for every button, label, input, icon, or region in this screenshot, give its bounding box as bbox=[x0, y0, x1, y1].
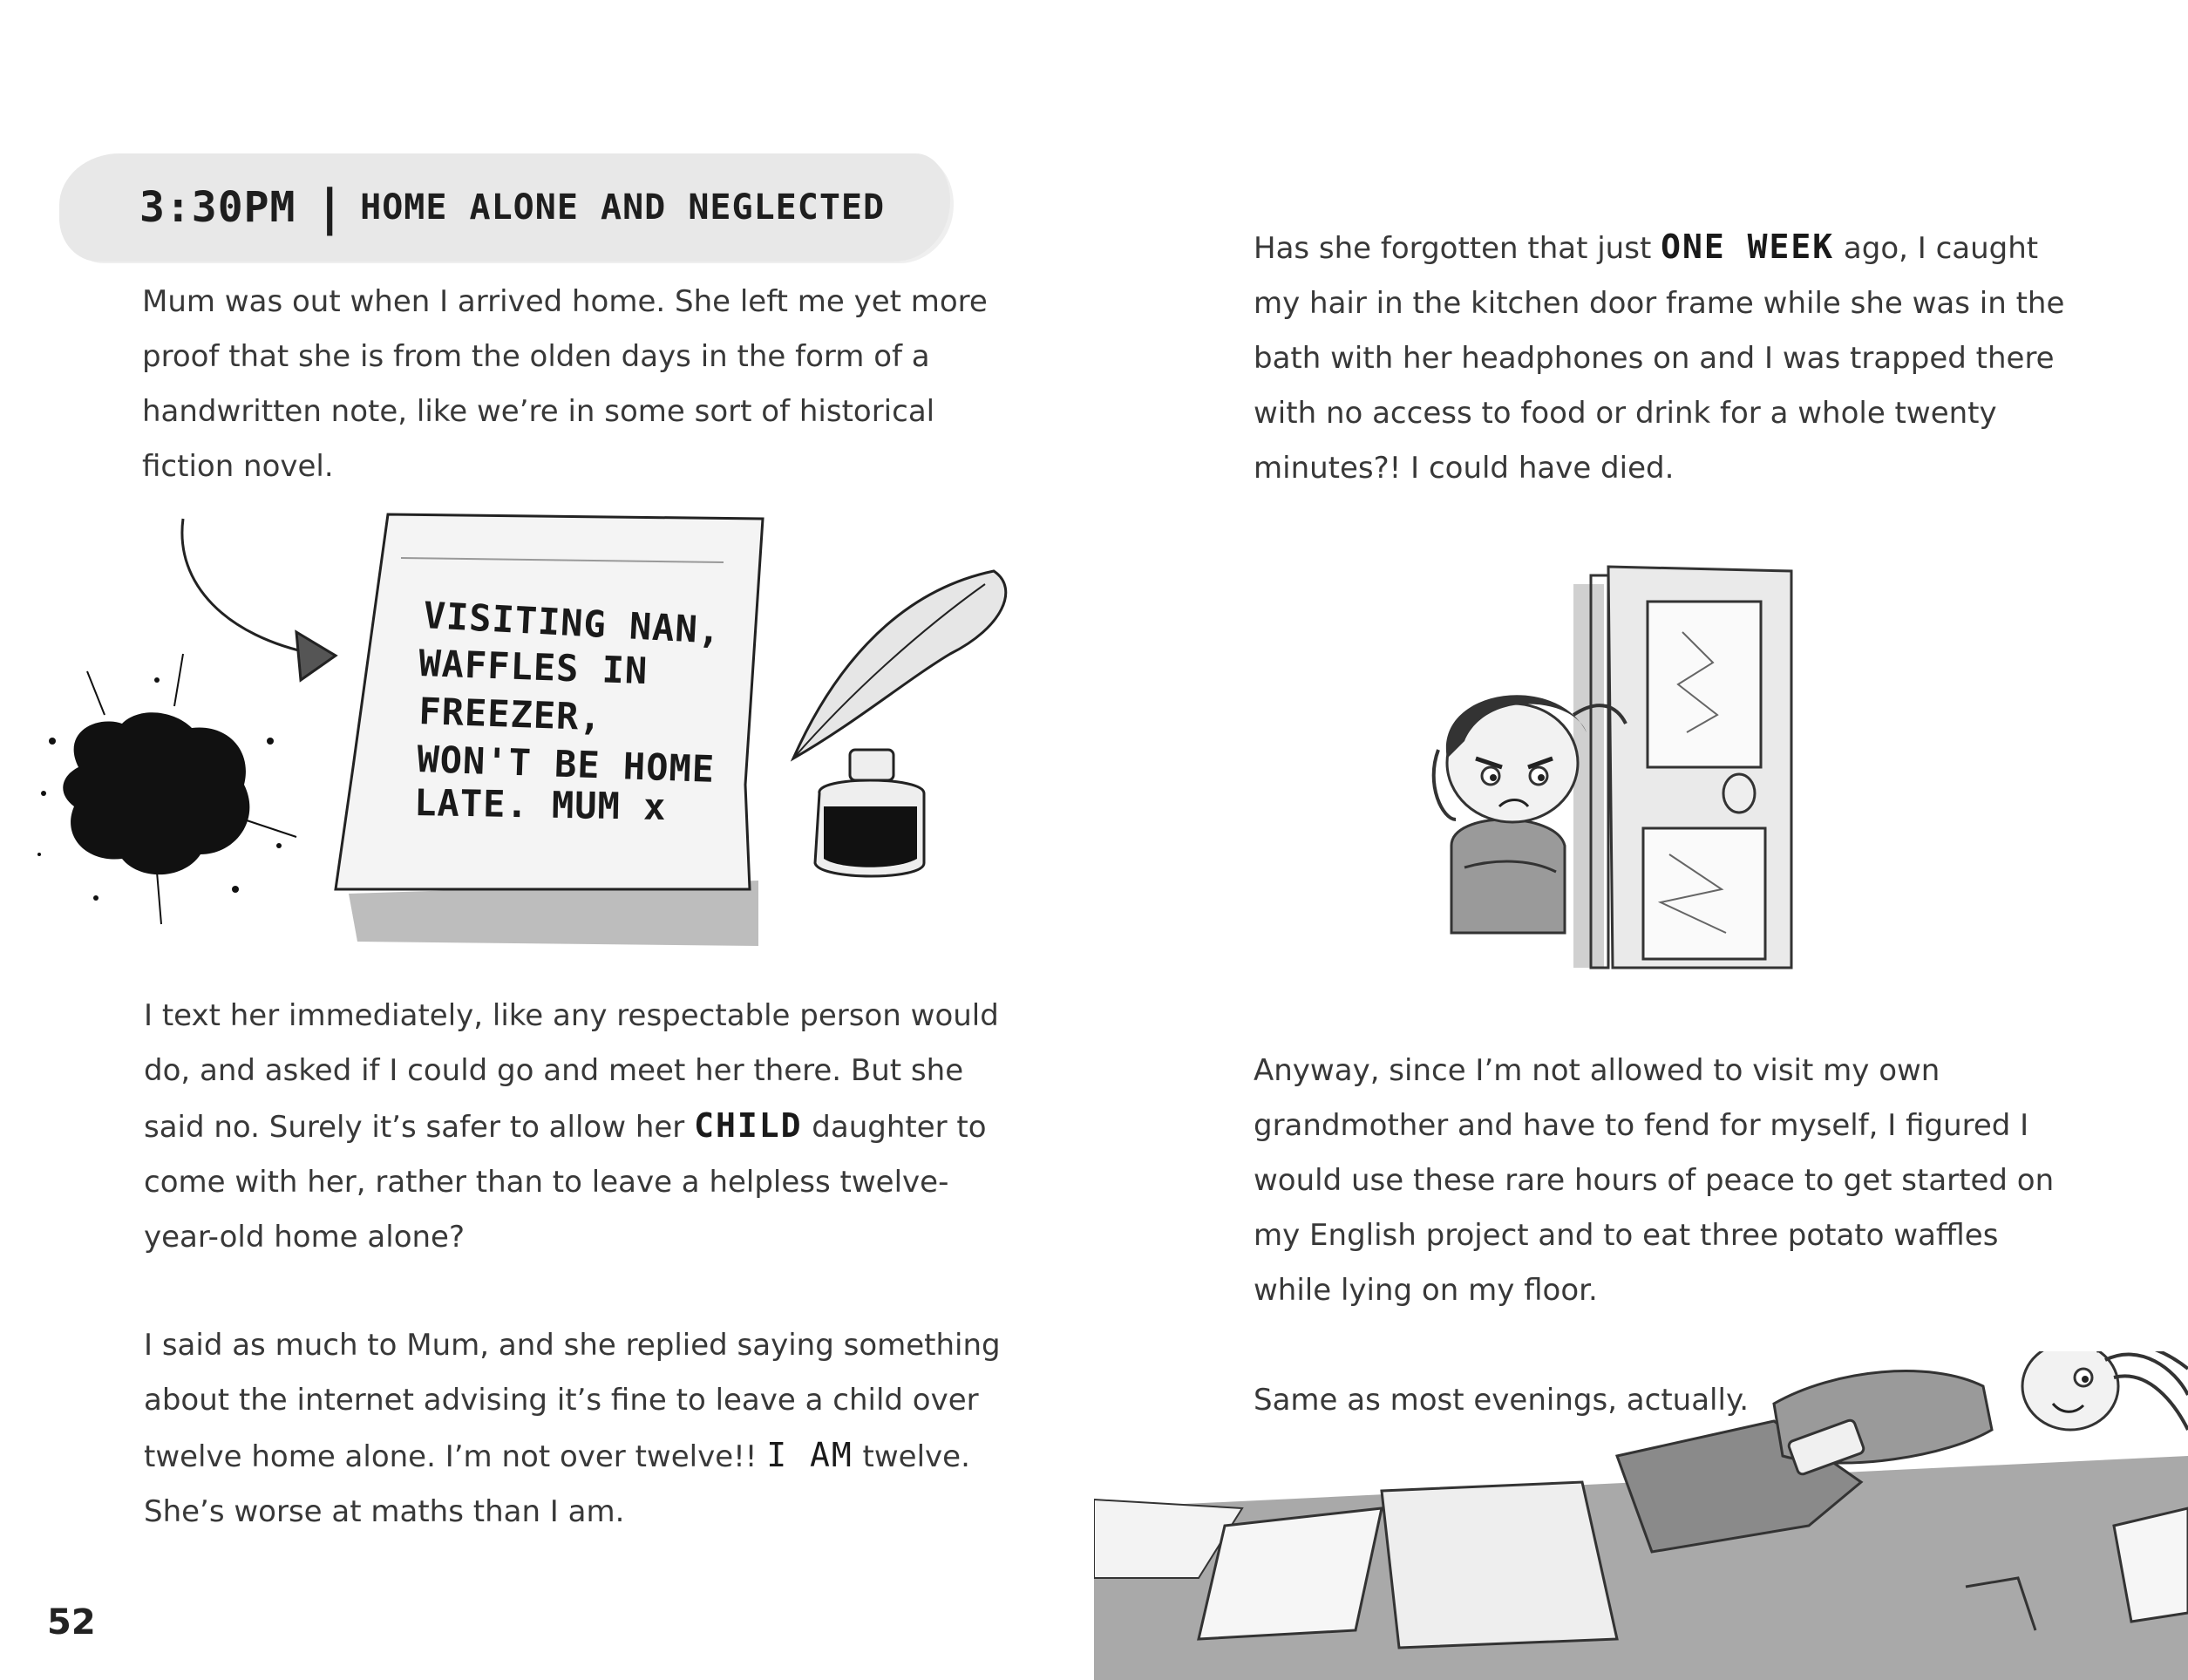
text-line: I text her immediately, like any respectable person would bbox=[144, 998, 999, 1033]
text-line: grandmother and have to fend for myself, I figured I bbox=[1254, 1108, 2029, 1143]
text-line: bath with her headphones on and I was trapped there bbox=[1254, 341, 2055, 376]
heading-time: 3:30PM bbox=[139, 183, 296, 232]
text-line: I said as much to Mum, and she replied saying something bbox=[144, 1328, 1001, 1363]
section-heading bbox=[139, 164, 885, 251]
heading-separator: | bbox=[315, 179, 345, 236]
text-line: Anyway, since I’m not allowed to visit my own bbox=[1254, 1053, 1940, 1088]
note-line: WON'T BE HOME bbox=[416, 738, 716, 791]
text-line: Same as most evenings, actually. bbox=[1254, 1383, 1750, 1418]
paragraph-2 bbox=[144, 989, 999, 1265]
text-line bbox=[1254, 220, 2073, 276]
text-fragment: daughter to bbox=[802, 1110, 987, 1145]
note-line: VISITING NAN, bbox=[422, 594, 723, 652]
text-line: my English project and to eat three potato waffles bbox=[1254, 1218, 1999, 1253]
note-line: WAFFLES IN bbox=[418, 642, 649, 693]
emphasis-child: CHILD bbox=[694, 1106, 803, 1145]
text-line: would use these rare hours of peace to get started on bbox=[1254, 1163, 2055, 1198]
text-line: while lying on my floor. bbox=[1254, 1273, 1598, 1308]
text-fragment: twelve. bbox=[853, 1439, 970, 1474]
text-line: my hair in the kitchen door frame while she was in the bbox=[1254, 286, 2065, 321]
emphasis-i-am: I AM bbox=[766, 1436, 853, 1474]
text-line: minutes?! I could have died. bbox=[1254, 451, 1675, 486]
text-line: do, and asked if I could go and meet her there. But she bbox=[144, 1053, 964, 1088]
intro-paragraph bbox=[142, 275, 988, 494]
text-line bbox=[144, 1428, 970, 1485]
note-line: FREEZER, bbox=[418, 690, 603, 739]
quill-feather-icon bbox=[793, 571, 1006, 758]
arrow-icon bbox=[182, 519, 336, 680]
paragraph-3 bbox=[144, 1318, 1001, 1540]
text-line: proof that she is from the olden days in the form of a bbox=[142, 339, 930, 374]
text-line bbox=[144, 1098, 987, 1155]
right-page bbox=[1094, 0, 2188, 1680]
note-line: LATE. MUM x bbox=[413, 781, 667, 829]
girl-hair-caught-in-door-illustration bbox=[1382, 558, 1870, 976]
ink-bottle-icon bbox=[815, 750, 924, 876]
text-line: year-old home alone? bbox=[144, 1220, 465, 1255]
handwritten-note-illustration bbox=[26, 506, 1029, 968]
text-line: She’s worse at maths than I am. bbox=[144, 1494, 625, 1529]
page-number: 52 bbox=[47, 1602, 96, 1643]
text-line: come with her, rather than to leave a helpless twelve- bbox=[144, 1165, 949, 1200]
text-fragment: Has she forgotten that just bbox=[1254, 231, 1661, 266]
girl-lying-on-floor-illustration bbox=[1094, 1351, 2188, 1680]
text-fragment: said no. Surely it’s safer to allow her bbox=[144, 1110, 695, 1145]
text-line: with no access to food or drink for a whole twenty bbox=[1254, 396, 1997, 431]
text-fragment: ago, I caught bbox=[1834, 231, 2039, 266]
text-line: about the internet advising it’s fine to leave a child over bbox=[144, 1383, 979, 1418]
text-fragment: twelve home alone. I’m not over twelve!! bbox=[144, 1439, 767, 1474]
paragraph-2 bbox=[1254, 1044, 2073, 1318]
paragraph-1 bbox=[1254, 220, 2073, 496]
text-line: Mum was out when I arrived home. She left me yet more bbox=[142, 284, 988, 319]
text-line: fiction novel. bbox=[142, 449, 334, 484]
ink-splat-icon bbox=[37, 654, 296, 924]
text-line: handwritten note, like we’re in some sort of historical bbox=[142, 394, 935, 429]
emphasis-one-week: ONE WEEK bbox=[1661, 228, 1835, 266]
heading-title: HOME ALONE AND NEGLECTED bbox=[360, 187, 886, 228]
